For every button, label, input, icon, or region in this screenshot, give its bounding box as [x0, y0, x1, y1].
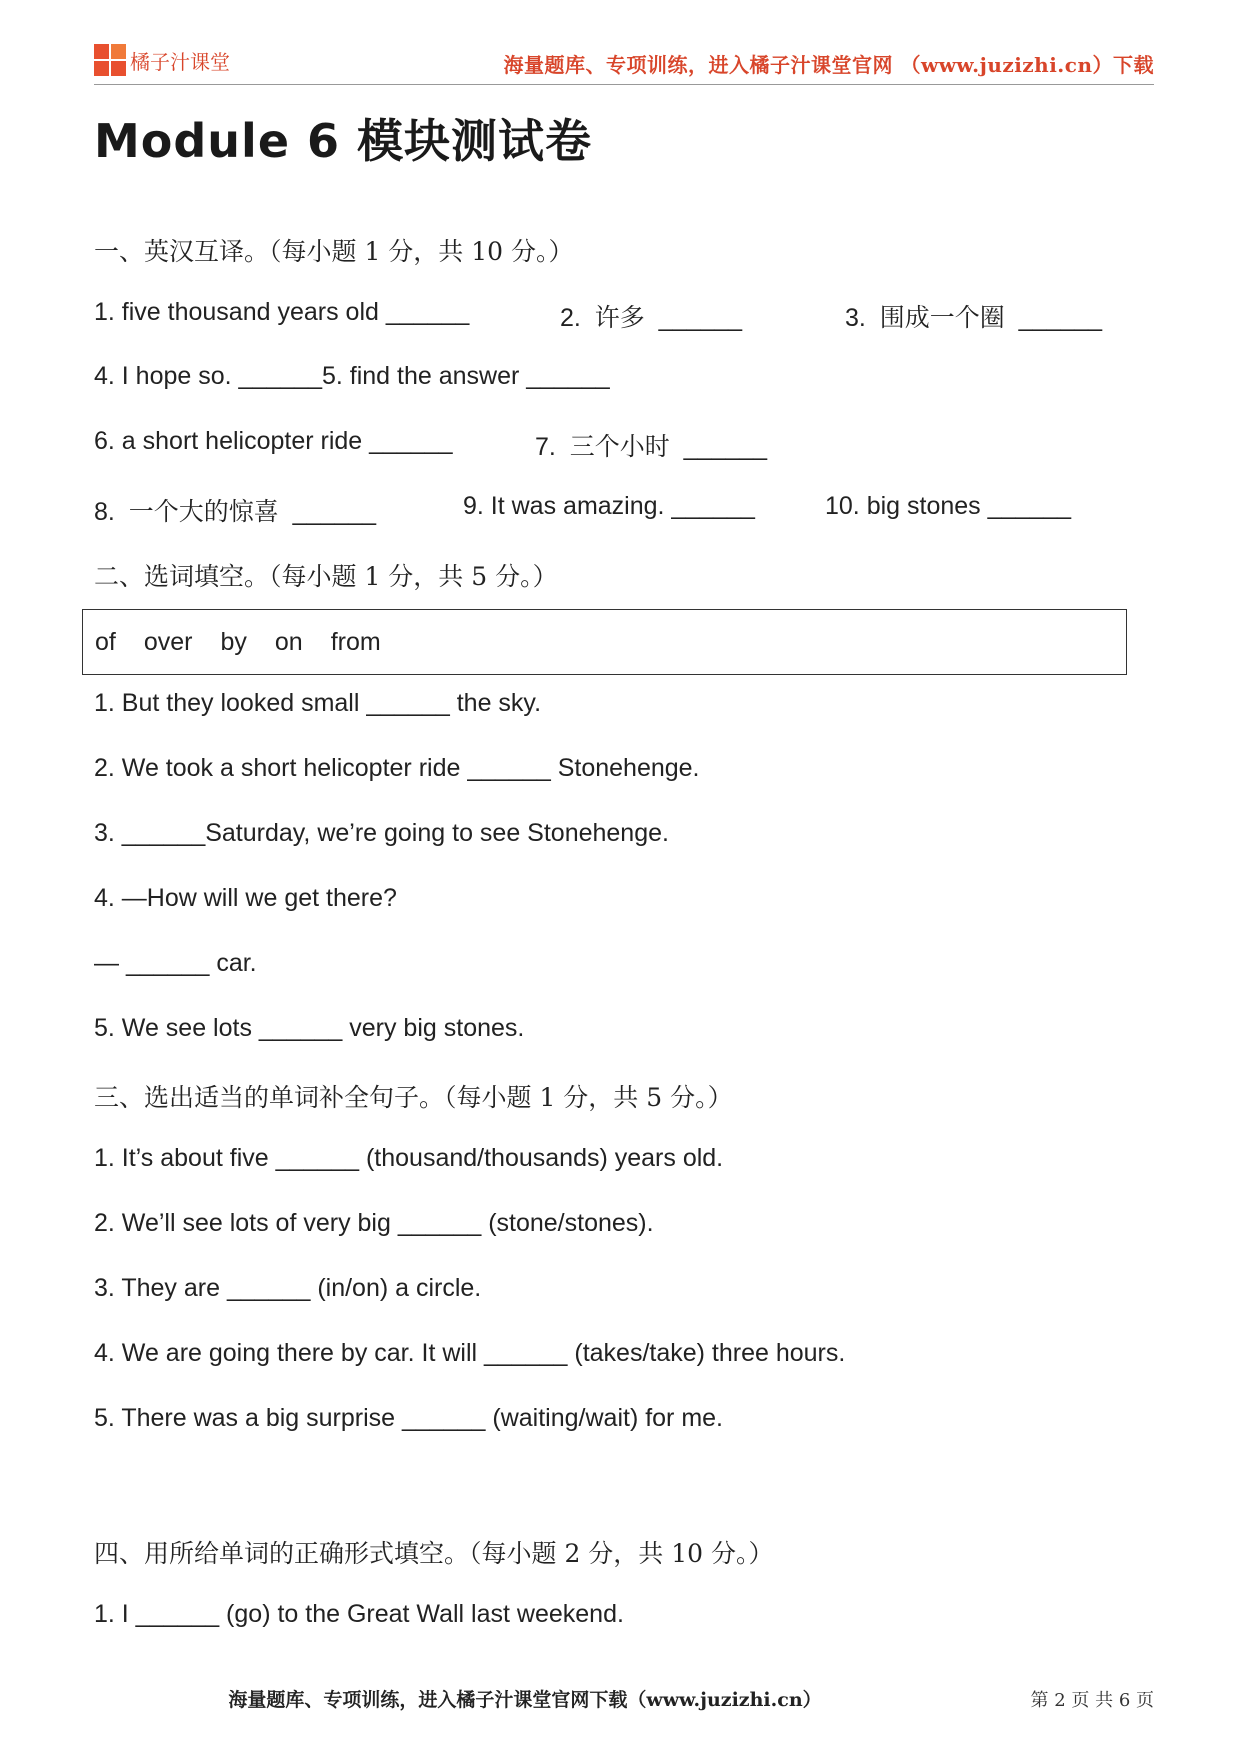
- word-bank: [95, 628, 381, 657]
- s3-item-2: 2. We’ll see lots of very big ______ (stone/stones).: [94, 1209, 654, 1237]
- s1-item-8: 8. 一个大的惊喜 ______: [94, 498, 377, 526]
- s3-item-4: 4. We are going there by car. It will ______ (takes/take) three hours.: [94, 1339, 846, 1367]
- word-bank-item: by: [220, 628, 247, 656]
- s1-item-6: 6. a short helicopter ride ______: [94, 427, 453, 455]
- s1-item-7: 7. 三个小时 ______: [535, 433, 768, 461]
- logo-icon: [94, 44, 126, 76]
- header-divider: [94, 84, 1154, 85]
- s2-item-2: 2. We took a short helicopter ride ______ Stonehenge.: [94, 754, 700, 782]
- word-bank-box: [82, 609, 1127, 675]
- s3-item-5: 5. There was a big surprise ______ (waiting/wait) for me.: [94, 1404, 724, 1432]
- s3-item-3: 3. They are ______ (in/on) a circle.: [94, 1274, 482, 1302]
- word-bank-item: on: [274, 628, 303, 656]
- logo-text: 橘子汁课堂: [130, 49, 230, 74]
- section1-heading: 一、英汉互译。（每小题 1 分，共 10 分。）: [94, 237, 574, 266]
- header-site-link[interactable]: 海量题库、专项训练，进入橘子汁课堂官网 （www.juzizhi.cn）下载: [503, 53, 1154, 77]
- s2-item-5: 5. We see lots ______ very big stones.: [94, 1014, 525, 1042]
- s1-item-10: 10. big stones ______: [825, 492, 1072, 520]
- word-bank-item: over: [143, 628, 193, 656]
- s2-item-4-answer: — ______ car.: [94, 949, 257, 977]
- page-number: 第 2 页 共 6 页: [1030, 1690, 1154, 1711]
- s1-item-9: 9. It was amazing. ______: [463, 492, 755, 520]
- word-bank-item: from: [330, 628, 381, 656]
- section4-heading: 四、用所给单词的正确形式填空。（每小题 2 分，共 10 分。）: [94, 1539, 774, 1568]
- s2-item-1: 1. But they looked small ______ the sky.: [94, 689, 542, 717]
- s1-items-4-5: 4. I hope so. ______5. find the answer ______: [94, 362, 610, 390]
- s3-item-1: 1. It’s about five ______ (thousand/thousands) years old.: [94, 1144, 724, 1172]
- site-logo: [94, 44, 230, 76]
- s2-item-4-question: 4. —How will we get there?: [94, 884, 397, 912]
- footer-link[interactable]: 海量题库、专项训练，进入橘子汁课堂官网下载（www.juzizhi.cn）: [228, 1689, 822, 1711]
- s1-item-1: 1. five thousand years old ______: [94, 298, 470, 326]
- section3-heading: 三、选出适当的单词补全句子。（每小题 1 分，共 5 分。）: [94, 1083, 733, 1112]
- page-title: Module 6 模块测试卷: [94, 114, 593, 168]
- s2-item-3: 3. ______Saturday, we’re going to see Stonehenge.: [94, 819, 669, 847]
- section2-heading: 二、选词填空。（每小题 1 分，共 5 分。）: [94, 562, 558, 591]
- s4-item-1: 1. I ______ (go) to the Great Wall last weekend.: [94, 1600, 624, 1628]
- s1-item-2: 2. 许多 ______: [560, 304, 743, 332]
- s1-item-3: 3. 围成一个圈 ______: [845, 304, 1103, 332]
- word-bank-item: of: [95, 628, 116, 656]
